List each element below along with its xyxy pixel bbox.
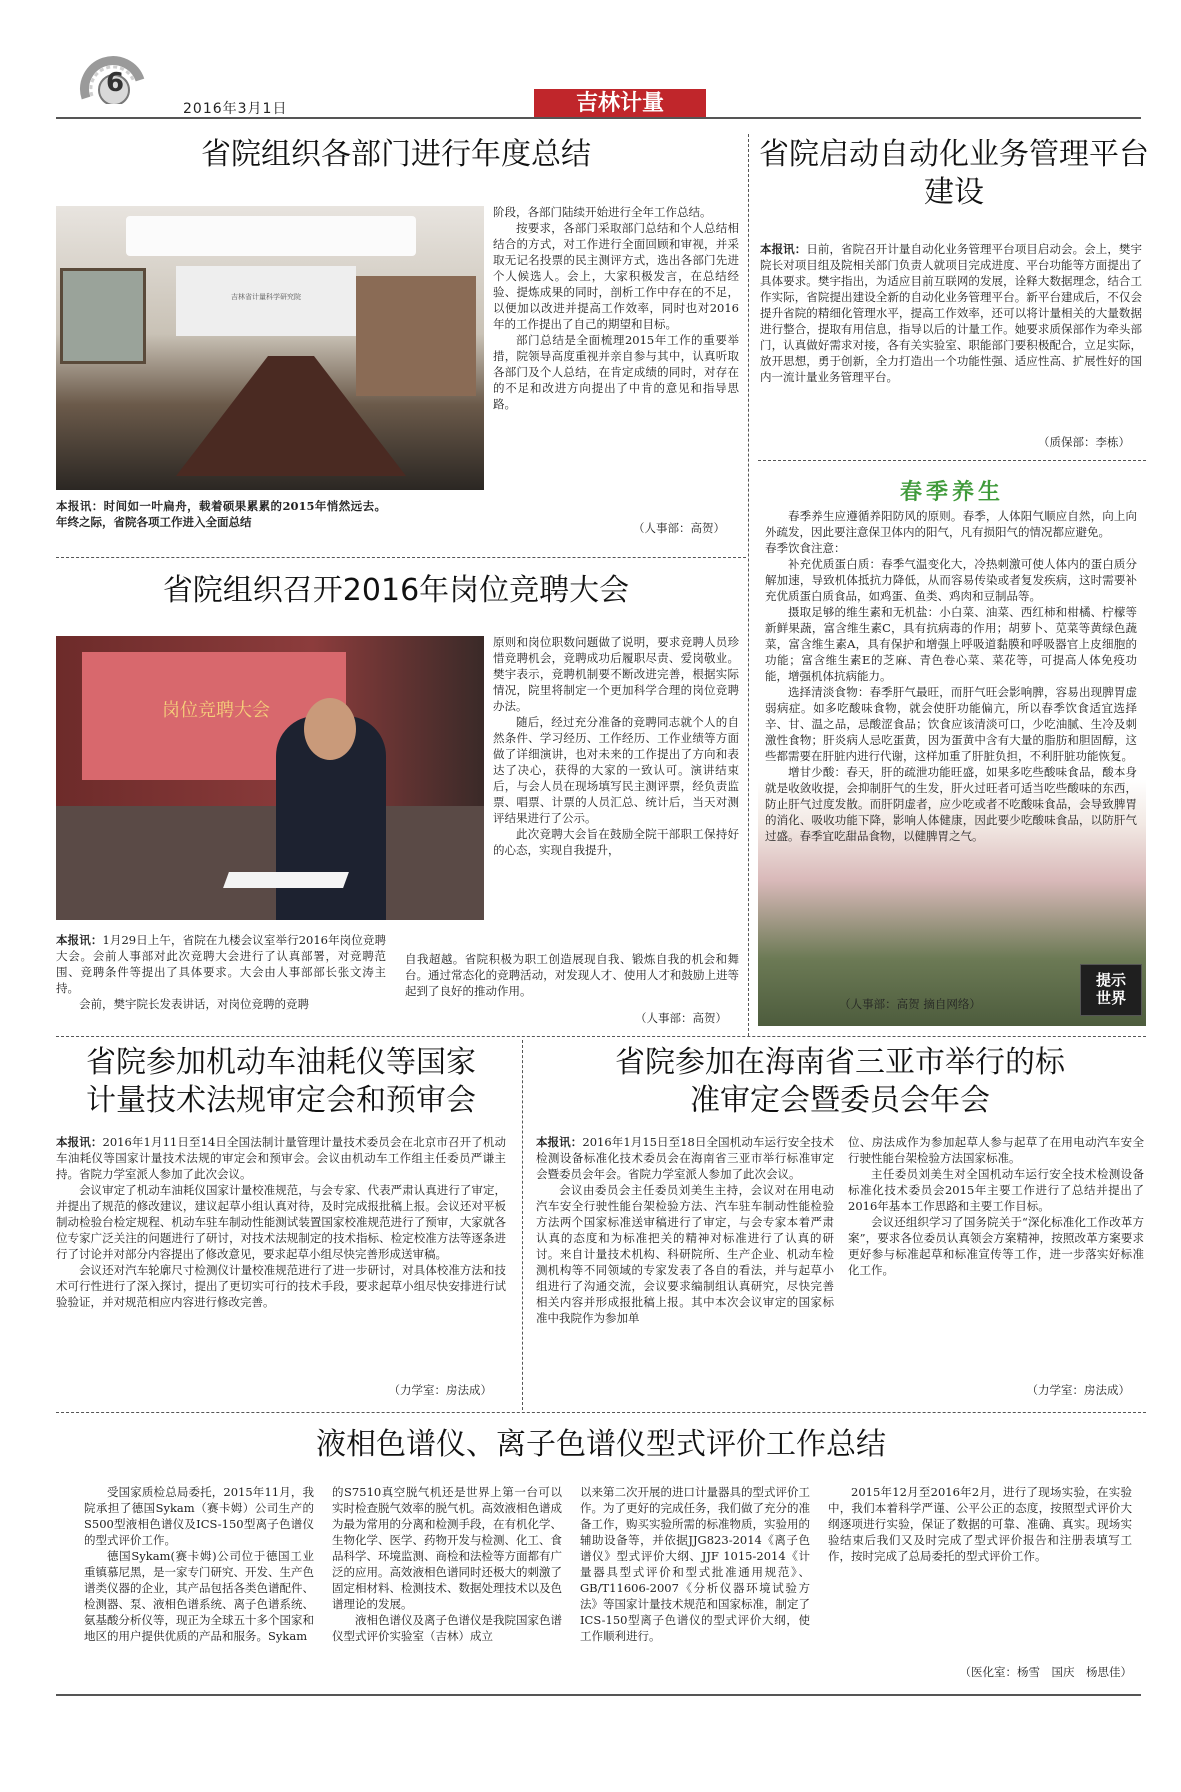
a7-col1: [84, 1484, 314, 1644]
wall-painting: [60, 268, 146, 364]
column-divider-mid: [522, 1040, 523, 1410]
a4-p2: 随后，经过充分准备的竞聘同志就个人的自然条件、学习经历、工作经历、工作业绩等方面做了详细演讲，也对未来的工作提出了方向和表达了决心，获得的大家的一致认可。演讲结束后，与会人员在现场填写民主测评票，经负责监票、唱票、计票的人员汇总、统计后，当天对测评结果进行了公示。: [493, 715, 739, 825]
a6-p5: 会议还组织学习了国务院关于“深化标准化工作改革方案”，要求各位委员认真领会方案精神，按照改革方案要求更好参与标准起草和标准宣传等工作，进一步落实好标准化工作。: [848, 1215, 1144, 1277]
a2-text: 日前，省院召开计量自动化业务管理平台项目启动会。会上，樊宇院长对项目组及院相关部门负责人就项目完成进度、平台功能等方面提出了具体要求。樊宇指出，为适应目前互联网的发展，诠释大数据理念，结合工作实际，省院提出建设全新的自动化业务管理平台。新平台建成后，不仅会提升省院的精细化管理水平，提高工作效率，还可以将计量相关的大量数据进行整合，提取有用信息，指导以后的计量工作。她要求质保部作为牵头部门，认真做好需求对接，各有关实验室、职能部门要积极配合，立足实际，放开思想，勇于创新，全力打造出一个功能性强、适应性高、扩展性好的国内一流计量业务管理平台。: [760, 242, 1142, 384]
a3-p5: 选择清淡食物：春季肝气最旺，而肝气旺会影响脾，容易出现脾胃虚弱病症。如多吃酸味食物，就会使肝功能偏亢，所以春季饮食适宜选择辛、甘、温之品，忌酸涩食品；饮食应该清淡可口，少吃油腻、生冷及刺激性食物；肝炎病人忌吃蛋黄，因为蛋黄中含有大量的脂肪和胆固醇，这些都需要在肝脏内进行代谢，这样加重了肝脏负担，不利肝脏功能恢复。: [765, 685, 1137, 763]
stage-floor: [56, 806, 484, 920]
speaker-papers: [223, 872, 349, 888]
speaker-head: [304, 698, 356, 760]
a1-p2: 按要求，各部门采取部门总结和个人总结相结合的方式，对工作进行全面回顾和审视，并采取无记名投票的民主测评方式，选出各部门先进个人候选人。会上，大家积极发言，在总结经验、提炼成果的同时，剖析工作中存在的不足，以便加以改进并提高工作效率，同时也对2016年的工作提出了自己的期望和目标。: [493, 221, 739, 331]
a6-title: [534, 1044, 1146, 1119]
header-rule: [56, 117, 1141, 119]
a5-p2: 会议审定了机动车油耗仪国家计量校准规范，与会专家、代表严肃认真进行了审定，并提出了规范的修改建议，建议起草小组认真对待，及时完成报批稿上报。会议还对平板制动检验台检定规程、机动车驻车制动性能测试装置国家校准规范进行了预审，大家就各位专家广泛关注的问题进行了研讨，对技术法规制定的技术指标、检定校准方法等逐条进行了讨论并对部分内容提出了修改意见，要求起草小组尽快完善形成送审稿。: [56, 1183, 506, 1261]
issue-date: 2016年3月1日: [183, 101, 288, 117]
a2-credit: （质保部：李栋）: [1038, 435, 1130, 449]
a1-divider: [56, 557, 746, 558]
a7-col1-p1: 受国家质检总局委托，2015年11月，我院承担了德国Sykam（赛卡姆）公司生产的S500型液相色谱仪及ICS-150型离子色谱仪的型式评价工作。: [84, 1485, 314, 1547]
a4-body-tail: [405, 951, 739, 999]
a4-p4: 自我超越。省院积极为职工创造展现自我、锻炼自我的机会和舞台。通过常态化的竞聘活动，对发现人才、使用人才和鼓励上进等起到了良好的推动作用。: [405, 952, 739, 998]
a1-p3: 部门总结是全面梳理2015年工作的重要举措，院领导高度重视并亲自参与其中，认真听取各部门及个人总结，在肯定成绩的同时，对存在的不足和改进方向提出了中肯的意见和指导思路。: [493, 333, 739, 411]
a5-title-line1: 省院参加机动车油耗仪等国家: [86, 1045, 476, 1080]
window-curtain: [356, 276, 476, 396]
a7-title: 液相色谱仪、离子色谱仪型式评价工作总结: [316, 1427, 886, 1462]
page-number: 6: [106, 68, 125, 98]
a6-body-right: [848, 1134, 1144, 1278]
a2-lead: 本报讯：: [760, 242, 807, 256]
a1-title: 省院组织各部门进行年度总结: [201, 137, 591, 172]
masthead: 吉林计量: [534, 89, 706, 118]
a1-photo-sign: 吉林省计量科学研究院: [231, 293, 301, 301]
bottom-divider: [56, 1412, 1146, 1413]
a5-title: [56, 1044, 506, 1119]
a4-p3: 此次竞聘大会旨在鼓励全院干部职工保持好的心态，实现自我提升，: [493, 827, 739, 857]
a6-p4: 主任委员刘美生对全国机动车运行安全技术检测设备标准化技术委员会2015年主要工作进行了总结并提出了2016年基本工作思路和主要工作目标。: [848, 1167, 1144, 1213]
a5-p3: 会议还对汽车轮廓尺寸检测仪计量校准规范进行了进一步研讨，对具体校准方法和技术可行性进行了深入探讨，提出了更切实可行的技术手段，要求起草小组尽快安排进行试验验证，并对规范相应内容进行修改完善。: [56, 1263, 506, 1309]
mid-divider: [56, 1036, 1146, 1037]
a7-col3-p1: 以来第二次开展的进口计量器具的型式评价工作。为了更好的完成任务，我们做了充分的准备工作，购买实验所需的标准物质，实验用的辅助设备等，并依据JJG823-2014《离子色谱仪》型式评价大纲、JJF 1015-2014《计量器具型式评价和型式批准通用规范》、GB/T11606-2007《分析仪器环境试验方法》等国家计量技术规范和国家标准，制定了ICS-150型离子色谱仪的型式评价大纲，使工作顺利进行。: [580, 1485, 810, 1643]
a1-credit: （人事部：高贺）: [633, 521, 725, 535]
a5-lead: 本报讯：: [56, 1135, 103, 1149]
a7-col2-p2: 液相色谱仪及离子色谱仪是我院国家色谱仪型式评价实验室（吉林）成立: [332, 1613, 562, 1643]
a3-logo-line2: 世界: [1095, 989, 1126, 1007]
a3-p4: 摄取足够的维生素和无机盐：小白菜、油菜、西红柿和柑橘、柠檬等新鲜果蔬，富含维生素C，具有抗病毒的作用；胡萝卜、苋菜等黄绿色蔬菜，富含维生素A，具有保护和增强上呼吸道黏膜和呼吸器官上皮细胞的功能；富含维生素E的芝麻、青色卷心菜、菜花等，可提高人体免疫功能，增强机体抗病能力。: [765, 605, 1137, 683]
a2-title: 省院启动自动化业务管理平台建设: [759, 137, 1149, 210]
a4-title: 省院组织召开2016年岗位竞聘大会: [162, 573, 630, 608]
a5-body: [56, 1134, 506, 1310]
a6-title-line1: 省院参加在海南省三亚市举行的标: [615, 1045, 1065, 1080]
a5-title-line2: 计量技术法规审定会和预审会: [86, 1082, 476, 1118]
a6-p2: 会议由委员会主任委员刘美生主持，会议对在用电动汽车安全行驶性能台架检验方法、汽车驻车制动性能检验方法两个国家标准送审稿进行了审定，与会专家本着严肃认真的态度和为标准把关的精神对标准进行了认真的研讨。来自计量技术机构、科研院所、生产企业、机动车检测机构等不同领域的专家发表了各自的看法，并与起草小组进行了沟通交流，会议要求编制组认真研究，尽快完善相关内容并形成报批稿上报。其中本次会议审定的国家标准中我院作为参加单: [536, 1183, 834, 1325]
a3-logo: [1080, 964, 1142, 1016]
a7-col2-p1: 的S7510真空脱气机还是世界上第一台可以实时检查脱气效率的脱气机。高效液相色谱成为最为常用的分离和检测手段，在有机化学、生物化学、医学、药物开发与检测、化工、食品科学、环境监测、商检和法检等方面都有广泛的应用。高效液相色谱同时还极大的刺激了固定相材料、检测技术、数据处理技术以及色谱理论的发展。: [332, 1485, 562, 1611]
a7-col1-p2: 德国Sykam(赛卡姆)公司位于德国工业重镇慕尼黑，是一家专门研究、开发、生产色谱类仪器的企业，其产品包括各类色谱配件、检测器、泵、液相色谱系统、离子色谱系统、氨基酸分析仪等，现正为全球五十多个国家和地区的用户提供优质的产品和服务。Sykam: [84, 1549, 314, 1643]
a4-caption-lead: 本报讯：: [56, 933, 103, 947]
a6-body-left: [536, 1134, 834, 1326]
a4-caption: [56, 932, 386, 1012]
a4-photo-sign: 岗位竞聘大会: [162, 700, 270, 721]
a5-credit: （力学室：房法成）: [388, 1383, 492, 1397]
a5-p1: 2016年1月11日至14日全国法制计量管理计量技术委员会在北京市召开了机动车油耗仪等国家计量技术法规的审定会和预审会。会议由机动车工作组主任委员严谦主持。省院力学室派人参加了此次会议。: [56, 1135, 506, 1181]
a4-c1b: 会前，樊宇院长发表讲话，对岗位竞聘的竞聘: [79, 997, 309, 1011]
a4-caption-text: 1月29日上午，省院在九楼会议室举行2016年岗位竞聘大会。会前人事部对此次竞聘大会进行了认真部署，对竞聘范围、竞聘条件等提出了具体要求。大会由人事部部长张文涛主持。: [56, 933, 387, 995]
a4-credit: （人事部：高贺）: [635, 1011, 727, 1025]
a3-p3: 补充优质蛋白质：春季气温变化大，冷热刺激可使人体内的蛋白质分解加速，导致机体抵抗力降低，从而容易传染或者复发疾病，这时需要补充优质蛋白质食品，如鸡蛋、鱼类、鸡肉和豆制品等。: [765, 557, 1137, 603]
a1-p1: 阶段，各部门陆续开始进行全年工作总结。: [493, 205, 712, 219]
a2-body: [760, 241, 1142, 385]
a6-p1: 2016年1月15日至18日全国机动车运行安全技术检测设备标准化技术委员会在海南省三亚市举行标准审定会暨委员会年会。省院力学室派人参加了此次会议。: [536, 1135, 834, 1181]
ceiling-light: [126, 216, 416, 256]
a1-caption-text: 本报讯：时间如一叶扁舟，载着硕果累累的2015年悄然远去。年终之际，省院各项工作进入全面总结: [56, 499, 386, 529]
a4-body: [493, 634, 739, 858]
a1-caption: [56, 498, 386, 530]
a6-credit: （力学室：房法成）: [1026, 1383, 1130, 1397]
page-number-emblem: [78, 50, 148, 104]
a7-col4: [828, 1484, 1132, 1564]
a6-lead: 本报讯：: [536, 1135, 583, 1149]
a1-photo-meeting: [56, 206, 484, 490]
a7-credit: （医化室：杨雪 国庆 杨思佳）: [959, 1665, 1132, 1679]
column-divider-top: [748, 134, 749, 1036]
footer-rule: [56, 1694, 1141, 1696]
a6-title-line2: 准审定会暨委员会年会: [690, 1082, 990, 1118]
a7-col2: [332, 1484, 562, 1644]
a2-divider: [758, 460, 1146, 461]
a7-col3: [580, 1484, 810, 1644]
a3-body: [765, 508, 1137, 844]
a3-title: 春季养生: [899, 480, 1004, 505]
a6-p3: 位、房法成作为参加起草人参与起草了在用电动汽车安全行驶性能台架检验方法国家标准。: [848, 1135, 1144, 1165]
a3-p2: 春季饮食注意：: [765, 541, 846, 555]
a4-photo-speaker: [56, 636, 484, 920]
a4-p1: 原则和岗位职数问题做了说明，要求竞聘人员珍惜竞聘机会，竞聘成功后履职尽责、爱岗敬业。樊宇表示，竞聘机制要不断改进完善，根据实际情况，院里将制定一个更加科学合理的岗位竞聘办法。: [493, 635, 739, 713]
a1-body: [493, 204, 739, 412]
a7-col4-p1: 2015年12月至2016年2月，进行了现场实验，在实验中，我们本着科学严谨、公平公正的态度，按照型式评价大纲逐项进行实验，保证了数据的可靠、准确、真实。现场实验结束后我们又及时完成了型式评价报告和注册表填写工作，按时完成了总局委托的型式评价工作。: [828, 1485, 1132, 1563]
a3-credit: （人事部：高贺 摘自网络）: [839, 997, 981, 1011]
a3-p1: 春季养生应遵循养阳防风的原则。春季，人体阳气顺应自然，向上向外疏发，因此要注意保卫体内的阳气，凡有损阳气的情况都应避免。: [765, 509, 1137, 539]
a3-p6: 增甘少酸：春天，肝的疏泄功能旺盛，如果多吃些酸味食品，酸本身就是收敛收提，会抑制肝气的生发，肝火过旺者可适当吃些酸味的东西，防止肝气过度发散。而肝阴虚者，应少吃或者不吃酸味食品，会导致脾胃的消化、吸收功能下降，影响人体健康，因此要少吃酸味食品，以防肝气过盛。春季宜吃甜品食物，以健脾胃之气。: [765, 765, 1137, 843]
a3-logo-line1: 提示: [1095, 971, 1126, 989]
